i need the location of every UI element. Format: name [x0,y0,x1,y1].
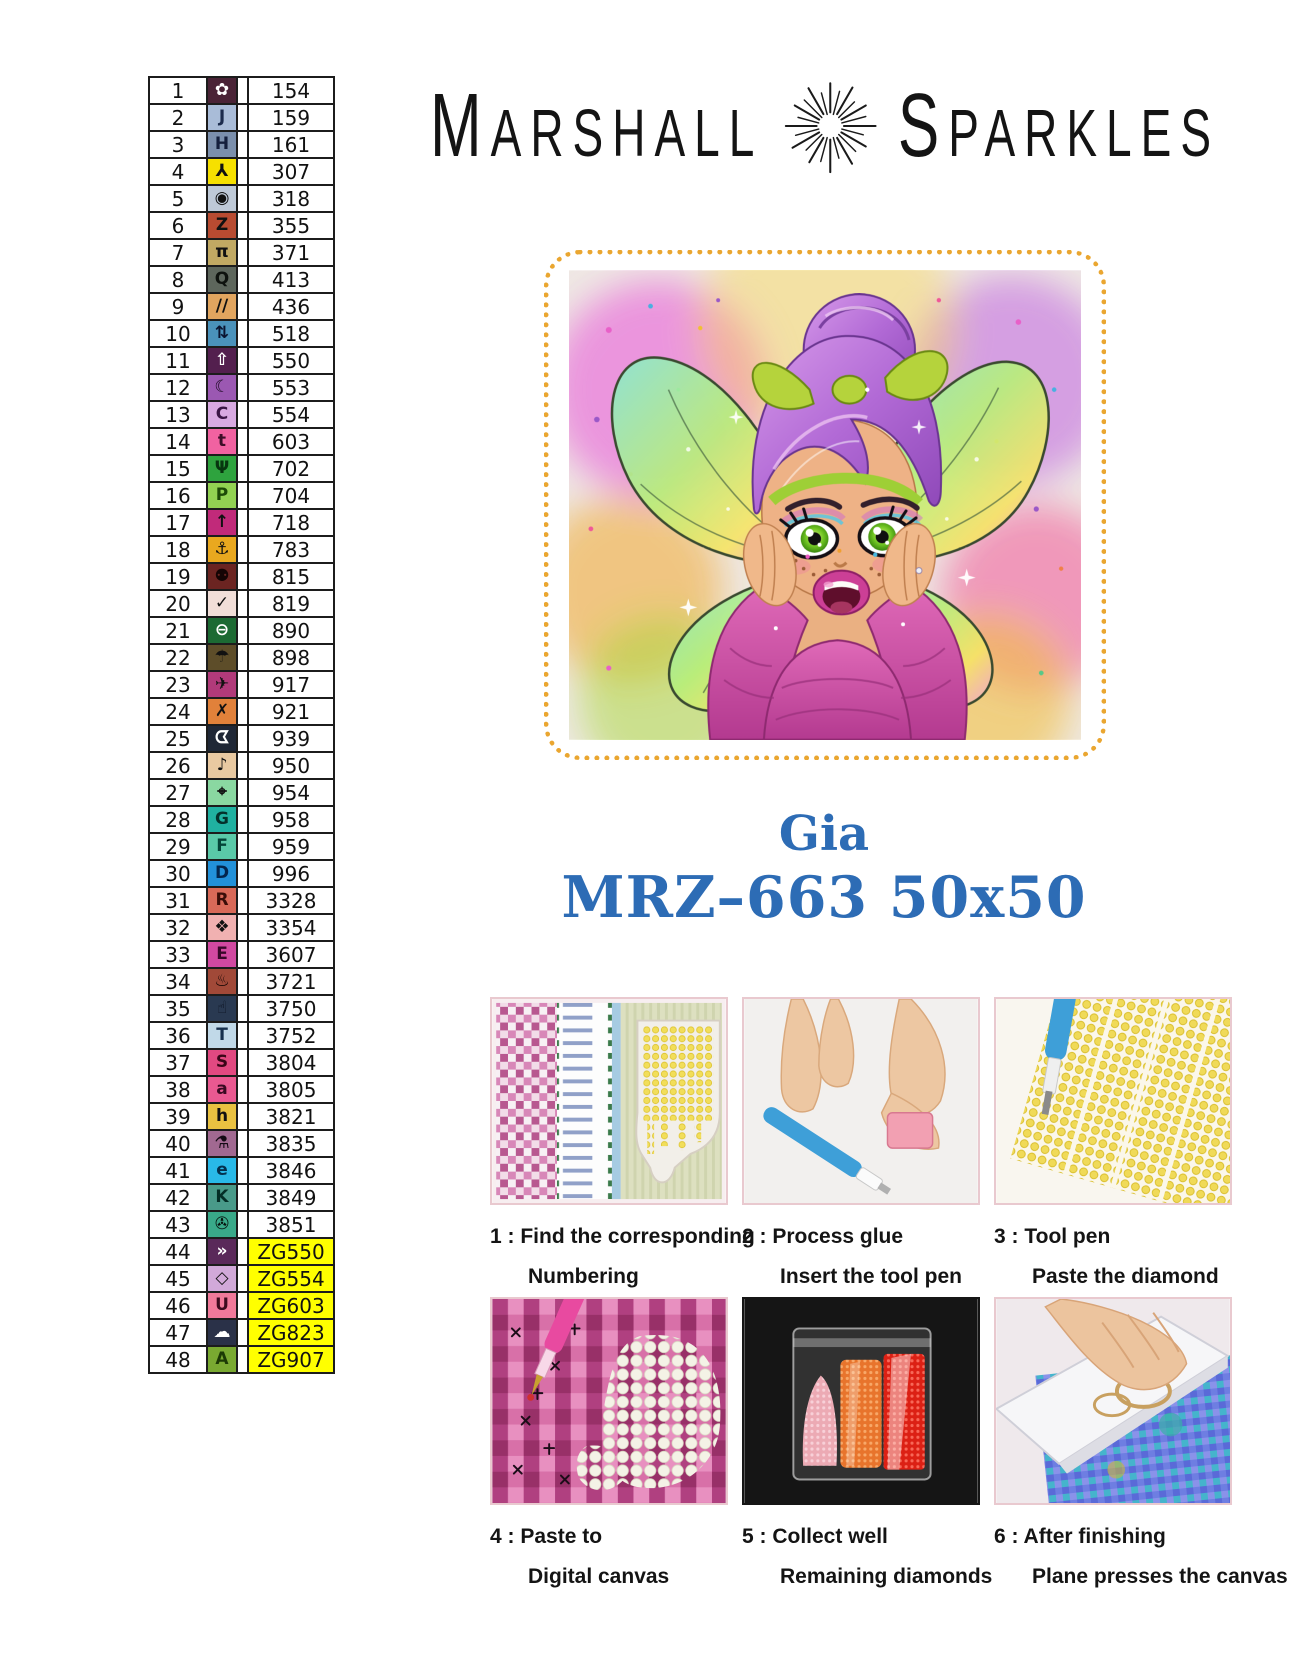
dmc-code: 161 [248,131,334,158]
spacer-cell [237,644,248,671]
step-3-caption-line1: 3 : Tool pen [994,1225,1111,1248]
letter-a-cap-icon: A [207,1346,237,1373]
dmc-code: 704 [248,482,334,509]
step-6 [994,1297,1288,1590]
row-number: 12 [149,374,207,401]
chart-row [149,1022,334,1049]
flower-icon: ✿ [207,77,237,104]
product-code: MRZ–663 50x50 [561,864,1087,931]
spacer-cell [237,77,248,104]
row-number: 31 [149,887,207,914]
spacer-cell [237,374,248,401]
row-number: 26 [149,752,207,779]
dmc-code: 819 [248,590,334,617]
spacer-cell [237,1238,248,1265]
chart-row [149,941,334,968]
step2-process-glue-image [742,997,980,1205]
spacer-cell [237,914,248,941]
spacer-cell [237,833,248,860]
row-number: 42 [149,1184,207,1211]
dmc-code: 159 [248,104,334,131]
step-4-caption-line1: 4 : Paste to [490,1525,603,1548]
step-5-caption-line1: 5 : Collect well [742,1525,888,1548]
chart-row [149,1319,334,1346]
dmc-code: 3721 [248,968,334,995]
letter-j-icon: J [207,104,237,131]
letter-g-icon: G [207,806,237,833]
chart-row [149,455,334,482]
row-number: 34 [149,968,207,995]
dmc-code: 996 [248,860,334,887]
flask-icon: ⚗ [207,1130,237,1157]
chart-row [149,1292,334,1319]
chart-row [149,239,334,266]
step5-collect-diamonds-image [742,1297,980,1505]
thumbs-up-icon: ☝ [207,995,237,1022]
step-2-caption-line2: Insert the tool pen [780,1265,963,1288]
fairy-artwork [569,270,1081,740]
row-number: 32 [149,914,207,941]
letter-k-icon: K [207,1184,237,1211]
chart-row [149,1130,334,1157]
letter-h-low-icon: h [207,1103,237,1130]
crosshair-icon: ⌖ [207,779,237,806]
spacer-cell [237,1022,248,1049]
dmc-code: 917 [248,671,334,698]
four-diamonds-icon: ❖ [207,914,237,941]
bird-foot-x-icon: ✗ [207,698,237,725]
row-number: 45 [149,1265,207,1292]
row-number: 30 [149,860,207,887]
spacer-cell [237,131,248,158]
firework-burst-icon [779,67,882,185]
row-number: 14 [149,428,207,455]
spacer-cell [237,1103,248,1130]
spacer-cell [237,887,248,914]
earring [916,568,922,574]
color-chart-body [149,77,334,1373]
row-number: 21 [149,617,207,644]
row-number: 7 [149,239,207,266]
dmc-code: 3835 [248,1130,334,1157]
chart-row [149,914,334,941]
row-number: 9 [149,293,207,320]
double-slash-icon: ∕∕ [207,293,237,320]
chart-row [149,428,334,455]
dmc-code: 554 [248,401,334,428]
dmc-code: 553 [248,374,334,401]
dmc-code: 413 [248,266,334,293]
letter-s-icon: S [207,1049,237,1076]
chart-row [149,536,334,563]
dmc-code: 954 [248,779,334,806]
row-number: 25 [149,725,207,752]
row-number: 27 [149,779,207,806]
dmc-code: 518 [248,320,334,347]
letter-r-icon: R [207,887,237,914]
spacer-cell [237,482,248,509]
chart-row [149,833,334,860]
row-number: 15 [149,455,207,482]
chart-row [149,1238,334,1265]
letter-h-cap-icon: H [207,131,237,158]
dmc-code: 890 [248,617,334,644]
product-name: Gia [778,806,870,862]
dmc-code: 3846 [248,1157,334,1184]
chart-row [149,1049,334,1076]
spacer-cell [237,347,248,374]
spacer-cell [237,590,248,617]
spacer-cell [237,806,248,833]
rain-cloud-icon: ☁ [207,1319,237,1346]
letter-c-icon: C [207,401,237,428]
chart-row [149,1184,334,1211]
row-number: 3 [149,131,207,158]
spacer-cell [237,671,248,698]
letter-p-icon: P [207,482,237,509]
pi-icon: π [207,239,237,266]
row-number: 33 [149,941,207,968]
dmc-code: 3849 [248,1184,334,1211]
chart-row [149,995,334,1022]
helmet-icon: ⊖ [207,617,237,644]
airplane-icon: ✈ [207,671,237,698]
umbrella-icon: ☂ [207,644,237,671]
spacer-cell [237,509,248,536]
row-number: 47 [149,1319,207,1346]
upload-icon: ⇧ [207,347,237,374]
chart-row [149,77,334,104]
chart-row [149,644,334,671]
dmc-code: 783 [248,536,334,563]
dmc-code: 3804 [248,1049,334,1076]
row-number: 43 [149,1211,207,1238]
spacer-cell [237,1211,248,1238]
step-2-caption-line1: 2 : Process glue [742,1225,904,1248]
letter-q-icon: Q [207,266,237,293]
chart-row [149,1265,334,1292]
dmc-code: 3750 [248,995,334,1022]
spacer-cell [237,563,248,590]
dmc-code: 3328 [248,887,334,914]
row-number: 11 [149,347,207,374]
row-number: 13 [149,401,207,428]
row-number: 24 [149,698,207,725]
spacer-cell [237,104,248,131]
step-5 [742,1297,993,1590]
row-number: 37 [149,1049,207,1076]
brand-name-left: MARSHALL [430,75,764,177]
chart-row [149,806,334,833]
row-number: 40 [149,1130,207,1157]
row-number: 48 [149,1346,207,1373]
dmc-code: 702 [248,455,334,482]
letter-t-cap-icon: T [207,1022,237,1049]
dmc-code: 958 [248,806,334,833]
letter-u-icon: U [207,1292,237,1319]
spacer-cell [237,968,248,995]
chart-row [149,104,334,131]
row-number: 17 [149,509,207,536]
dmc-code: 371 [248,239,334,266]
dmc-code: 3752 [248,1022,334,1049]
chart-row [149,617,334,644]
flame-icon: ♨ [207,968,237,995]
dmc-code: 921 [248,698,334,725]
step-3 [994,997,1232,1290]
chart-row [149,482,334,509]
step-1-caption-line2: Numbering [528,1265,639,1288]
spacer-cell [237,941,248,968]
chart-row [149,320,334,347]
spacer-cell [237,1265,248,1292]
spacer-cell [237,239,248,266]
row-number: 18 [149,536,207,563]
fast-forward-icon: » [207,1238,237,1265]
chart-row [149,347,334,374]
row-number: 46 [149,1292,207,1319]
row-number: 5 [149,185,207,212]
row-number: 28 [149,806,207,833]
dmc-code: 3607 [248,941,334,968]
dmc-code: 154 [248,77,334,104]
spacer-cell [237,1184,248,1211]
spacer-cell [237,1130,248,1157]
spacer-cell [237,293,248,320]
chart-row [149,590,334,617]
chart-row [149,401,334,428]
step-4 [490,1297,728,1590]
letter-e-low-icon: e [207,1157,237,1184]
row-number: 20 [149,590,207,617]
chart-row [149,968,334,995]
spacer-cell [237,1049,248,1076]
color-chart [148,76,335,1374]
dmc-code: 603 [248,428,334,455]
chart-row [149,1346,334,1373]
caltrop-icon: ⅄ [207,158,237,185]
chart-row [149,158,334,185]
dmc-code: 3821 [248,1103,334,1130]
spacer-cell [237,752,248,779]
chart-row [149,1103,334,1130]
row-number: 19 [149,563,207,590]
anchor-icon: ⚓ [207,536,237,563]
spacer-cell [237,428,248,455]
circled-dot-icon: ◉ [207,185,237,212]
dmc-code: 550 [248,347,334,374]
dmc-code: 898 [248,644,334,671]
chart-row [149,752,334,779]
spacer-cell [237,401,248,428]
chart-row [149,671,334,698]
step1-find-numbering-image [490,997,728,1205]
dmc-code: 815 [248,563,334,590]
chart-row [149,131,334,158]
step-3-caption-line2: Paste the diamond [1032,1265,1219,1288]
pacman-icon: ᗧ [207,725,237,752]
open-mouth [814,571,870,615]
row-number: 29 [149,833,207,860]
dmc-code: ZG554 [248,1265,334,1292]
letter-d-icon: D [207,860,237,887]
chart-row [149,1157,334,1184]
up-arrow-icon: ↑ [207,509,237,536]
row-number: 4 [149,158,207,185]
video-camera-icon: ✇ [207,1211,237,1238]
letter-a-low-icon: a [207,1076,237,1103]
checkmark-icon: ✓ [207,590,237,617]
chart-row [149,860,334,887]
brand-logo [430,66,1220,186]
chart-row [149,374,334,401]
spacer-cell [237,995,248,1022]
dmc-code: 307 [248,158,334,185]
dmc-code: ZG823 [248,1319,334,1346]
dmc-code: 939 [248,725,334,752]
dmc-code: 959 [248,833,334,860]
step-5-caption-line2: Remaining diamonds [780,1565,993,1588]
row-number: 23 [149,671,207,698]
dmc-code: 718 [248,509,334,536]
dmc-code: 318 [248,185,334,212]
row-number: 8 [149,266,207,293]
dmc-code: ZG907 [248,1346,334,1373]
row-number: 44 [149,1238,207,1265]
chart-row [149,1211,334,1238]
shuttlecock-icon: Ψ [207,455,237,482]
chart-row [149,509,334,536]
spacer-cell [237,536,248,563]
step-2 [742,997,980,1290]
letter-z-icon: Z [207,212,237,239]
row-number: 22 [149,644,207,671]
row-number: 6 [149,212,207,239]
row-number: 1 [149,77,207,104]
letter-t-icon: t [207,428,237,455]
step-1-caption-line1: 1 : Find the corresponding [490,1225,755,1248]
step-6-caption-line2: Plane presses the canvas [1032,1565,1288,1588]
dmc-code: ZG603 [248,1292,334,1319]
spacer-cell [237,320,248,347]
row-number: 41 [149,1157,207,1184]
row-number: 16 [149,482,207,509]
letter-f-icon: F [207,833,237,860]
row-number: 10 [149,320,207,347]
chart-row [149,1076,334,1103]
footprint-icon: ⚉ [207,563,237,590]
spacer-cell [237,1346,248,1373]
spacer-cell [237,725,248,752]
step3-tool-pen-image [994,997,1232,1205]
row-number: 35 [149,995,207,1022]
spacer-cell [237,266,248,293]
spacer-cell [237,779,248,806]
spacer-cell [237,1157,248,1184]
music-note-icon: ♪ [207,752,237,779]
step-6-caption-line1: 6 : After finishing [994,1525,1166,1548]
up-down-arrows-icon: ⇅ [207,320,237,347]
instruction-steps [490,997,1288,1597]
dmc-code: 950 [248,752,334,779]
chart-row [149,293,334,320]
row-number: 39 [149,1103,207,1130]
spacer-cell [237,617,248,644]
chart-row [149,779,334,806]
spacer-cell [237,1319,248,1346]
spacer-cell [237,698,248,725]
dmc-code: 355 [248,212,334,239]
chart-row [149,725,334,752]
spacer-cell [237,455,248,482]
dmc-code: 3805 [248,1076,334,1103]
dmc-code: 436 [248,293,334,320]
spacer-cell [237,212,248,239]
step4-paste-canvas-image [490,1297,728,1505]
row-number: 36 [149,1022,207,1049]
letter-e-cap-icon: E [207,941,237,968]
brand-name-right: SPARKLES [897,75,1220,177]
row-number: 2 [149,104,207,131]
spacer-cell [237,860,248,887]
chart-row [149,887,334,914]
spacer-cell [237,1292,248,1319]
step-4-caption-line2: Digital canvas [528,1565,670,1588]
dmc-code: 3851 [248,1211,334,1238]
chart-row [149,266,334,293]
chart-row [149,212,334,239]
dmc-code: 3354 [248,914,334,941]
chart-row [149,185,334,212]
crescent-moon-icon: ☾ [207,374,237,401]
dmc-code: ZG550 [248,1238,334,1265]
chart-row [149,563,334,590]
diamond-outline-icon: ◇ [207,1265,237,1292]
row-number: 38 [149,1076,207,1103]
artwork-frame [544,250,1106,760]
step-1 [490,997,755,1290]
chart-row [149,698,334,725]
spacer-cell [237,185,248,212]
spacer-cell [237,1076,248,1103]
spacer-cell [237,158,248,185]
step6-press-canvas-image [994,1297,1232,1505]
